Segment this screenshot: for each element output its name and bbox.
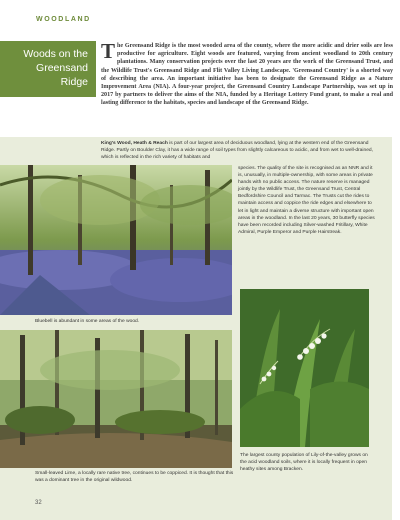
lime-coppice-photo <box>0 330 232 468</box>
title-line-2: Greensand <box>36 62 88 74</box>
intro-paragraph <box>101 39 393 108</box>
lily-caption: The largest county population of Lily-of-the-valley grows on the acid woodland soils, where it is locally frequent in open heathy sites among Bracken. <box>240 453 368 472</box>
intro-text: he Greensand Ridge is the most wooded area of the county, where the more acidic and drier soils are less productive for agriculture. Eight woods are featured, varying from ancient woodland to 20th century plantations. Many conservation projects over the last 20 years are the work of the Greensand Trust, and the Wildlife Trust's Greensand Ridge and Flit Valley Living Landscape. 'Greensand Country' is a shorted way of describing the area. An important initiative has been to designate the Greensand Ridge as a Nature Improvement Area (NIA). A four-year project, the Greensand Country Landscape Partnership, was set up in 2017 by partners to deliver the aims of the NIA, funded by a Heritage Lottery Fund grant, to make a real and lasting difference to the habitats, species and landscape of the Greensand Ridge. <box>101 43 393 107</box>
title-box <box>0 41 96 97</box>
body-lead-paragraph <box>101 140 379 161</box>
title-line-3: Ridge <box>60 76 88 88</box>
page-number: 32 <box>35 500 42 506</box>
bluebell-caption: Bluebell is abundant in some areas of the wood. <box>35 319 140 324</box>
body-lead-text: is part of our largest area of deciduous woodland, lying at the western end of the Greensand Ridge. Partly on Boulder Clay, it has a wide range of soil types from slightly calcareous to acidic, and from wet to well-drained, which is reflected in the rich variety of habitats and <box>101 141 374 161</box>
bluebell-photo-image <box>0 165 232 315</box>
bluebell-photo <box>0 165 232 315</box>
lime-coppice-image <box>0 330 232 468</box>
body-continued: species. The quality of the site is recognised as an NNR and it is, unusually, in multiple-ownership, with some areas in private hands with no public access. The nature reserve is managed jointly by the Wildlife Trust, the Greensand Trust, Central Bedfordshire Council and Tarmac. The Trusts cut the rides to maintain access and coppice the ride edges and elsewhere to let in light and maintain a diverse structure with important open areas in the woodland. In the last 20 years, 30 butterfly species have been recorded including Silver-washed Fritillary, White Admiral, Purple Emperor and Purple Hairstreak. <box>238 166 375 235</box>
lily-image <box>240 289 369 447</box>
section-header <box>0 0 400 30</box>
body-lead-bold: King's Wood, Heath & Reach <box>101 141 168 146</box>
lily-photo <box>240 289 369 447</box>
title-line-1: Woods on the <box>23 48 88 60</box>
drop-cap: T <box>101 39 116 63</box>
section-label: WOODLAND <box>36 16 91 23</box>
lime-caption: Small-leaved Lime, a locally rare native tree, continues to be coppiced. It is thought that this was a dominant tree in the original wildwood. <box>35 471 234 483</box>
